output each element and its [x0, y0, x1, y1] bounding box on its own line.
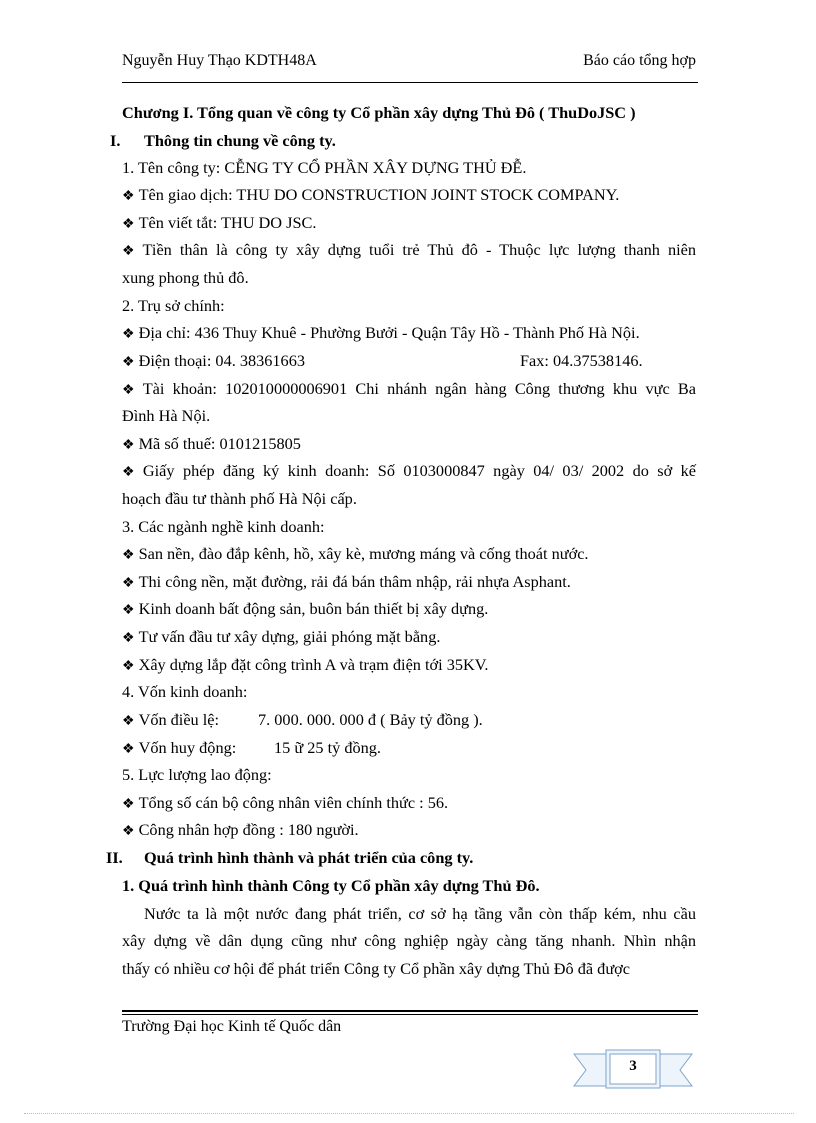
address-line: ❖ Địa chỉ: 436 Thuy Khuê - Phường Bưởi - Quận Tây Hồ - Thành Phố Hà Nội.	[122, 323, 640, 343]
charter-capital-value: 7. 000. 000. 000 đ ( Bảy tỷ đồng ).	[258, 710, 483, 729]
section-heading-2	[106, 848, 474, 868]
footer-university: Trường Đại học Kinh tế Quốc dân	[122, 1018, 342, 1035]
account-line: ❖ Tài khoản: 102010000006901 Chi nhánh ngân hàng Công thương khu vực Ba	[122, 379, 696, 399]
section-title: Quá trình hình thành và phát triển của công ty.	[144, 848, 474, 867]
company-name-line: 1. Tên công ty: CỄNG TY CỔ PHẦN XÂY DỰNG THỦ ĐỄ.	[122, 158, 527, 177]
workforce-heading: 5. Lực lượng lao động:	[122, 765, 272, 784]
paragraph-line: Nước ta là một nước đang phát triển, cơ sở hạ tầng vẫn còn thấp kém, nhu cầu	[144, 904, 696, 923]
section-heading-1	[110, 131, 336, 151]
mobilized-capital-label: ❖ Vốn huy động:	[122, 738, 236, 758]
paragraph-line: thấy có nhiều cơ hội để phát triển Công ty Cổ phần xây dựng Thủ Đô đã được	[122, 959, 630, 978]
section-title: Thông tin chung về công ty.	[144, 131, 336, 150]
trade-name-line: ❖ Tên giao dịch: THU DO CONSTRUCTION JOINT STOCK COMPANY.	[122, 185, 619, 205]
paragraph-line: xây dựng về dân dụng cũng như công nghiệp ngày càng tăng nhanh. Nhìn nhận	[122, 931, 696, 950]
page-number: 3	[629, 1058, 637, 1074]
abbrev-line: ❖ Tên viết tắt: THU DO JSC.	[122, 213, 316, 233]
header-rule	[122, 82, 698, 83]
business-lines-heading: 3. Các ngành nghề kinh doanh:	[122, 517, 325, 536]
license-line-cont: hoạch đầu tư thành phố Hà Nội cấp.	[122, 489, 357, 508]
footer-rule-top	[122, 1010, 698, 1012]
license-line: ❖ Giấy phép đăng ký kinh doanh: Số 0103000847 ngày 04/ 03/ 2002 do sở kế	[122, 461, 696, 481]
page-bottom-edge	[24, 1113, 794, 1114]
fax-line: Fax: 04.37538146.	[520, 351, 643, 370]
phone-line: ❖ Điện thoại: 04. 38361663	[122, 351, 305, 371]
section-numeral: II.	[106, 848, 123, 867]
business-item: ❖ Thi công nền, mặt đường, rải đá bán thâm nhập, rải nhựa Asphant.	[122, 572, 571, 592]
mobilized-capital-value: 15 ữ 25 tỷ đồng.	[274, 738, 381, 757]
business-item: ❖ San nền, đào đắp kênh, hồ, xây kè, mương máng và cống thoát nước.	[122, 544, 589, 564]
workforce-item: ❖ Công nhân hợp đồng : 180 người.	[122, 820, 359, 840]
business-item: ❖ Tư vấn đầu tư xây dựng, giải phóng mặt bằng.	[122, 627, 440, 647]
page-header	[122, 52, 696, 76]
business-item: ❖ Kinh doanh bất động sản, buôn bán thiết bị xây dựng.	[122, 599, 488, 619]
charter-capital-label: ❖ Vốn điều lệ:	[122, 710, 219, 730]
predecessor-line-cont: xung phong thủ đô.	[122, 268, 249, 287]
header-author: Nguyễn Huy Thạo KDTH48A	[122, 52, 317, 69]
headquarters-heading: 2. Trụ sở chính:	[122, 296, 225, 315]
page-number-badge	[572, 1048, 694, 1092]
section-numeral: I.	[110, 131, 121, 150]
subsection-heading: 1. Quá trình hình thành Công ty Cổ phần xây dựng Thủ Đô.	[122, 876, 540, 895]
chapter-title: Chương I. Tổng quan về công ty Cổ phần xây dựng Thủ Đô ( ThuDoJSC )	[122, 103, 636, 122]
business-item: ❖ Xây dựng lắp đặt công trình A và trạm điện tới 35KV.	[122, 655, 489, 675]
predecessor-line: ❖ Tiền thân là công ty xây dựng tuổi trẻ Thủ đô - Thuộc lực lượng thanh niên	[122, 240, 696, 260]
account-line-cont: Đình Hà Nội.	[122, 406, 211, 425]
capital-heading: 4. Vốn kinh doanh:	[122, 682, 248, 701]
workforce-item: ❖ Tổng số cán bộ công nhân viên chính thức : 56.	[122, 793, 448, 813]
header-report-title: Báo cáo tổng hợp	[583, 52, 696, 69]
tax-code-line: ❖ Mã số thuế: 0101215805	[122, 434, 301, 454]
footer-rule-bottom	[122, 1014, 698, 1015]
